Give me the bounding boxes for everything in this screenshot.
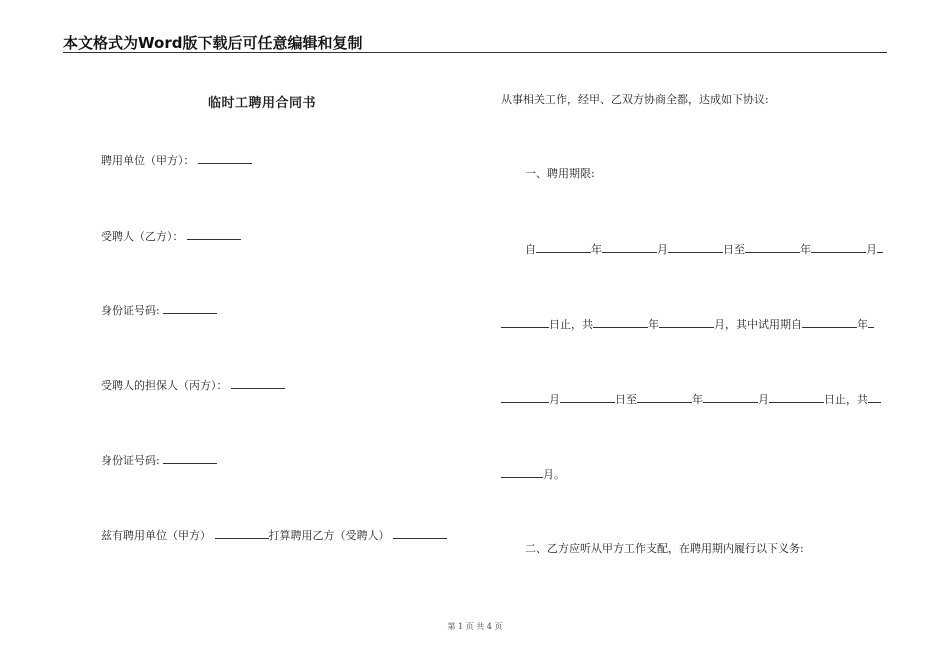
blank [703, 391, 758, 403]
blank [668, 241, 723, 253]
blank [593, 316, 648, 328]
term-month: 月 [549, 393, 560, 406]
blank [745, 241, 800, 253]
guarantor-label: 受聘人的担保人（丙方）： [101, 379, 228, 392]
blank [802, 316, 857, 328]
blank [637, 391, 692, 403]
employer-blank [198, 152, 252, 164]
blank [501, 391, 549, 403]
term-day-end: 日止，共 [824, 393, 868, 406]
guarantor-blank [231, 377, 285, 389]
term-line-4 [501, 466, 565, 483]
term-day-end: 日止，共 [549, 318, 593, 331]
blank [868, 391, 881, 403]
section-2-heading: 二、乙方应听从甲方工作支配，在聘用期内履行以下义务: [525, 542, 804, 555]
id-number-line-1 [101, 302, 217, 319]
term-month-end: 月。 [543, 468, 565, 481]
term-line-1 [525, 241, 883, 258]
term-month: 月 [657, 243, 668, 256]
guarantor-line [101, 377, 285, 394]
employee-blank [187, 228, 241, 240]
term-year: 年 [692, 393, 703, 406]
id-number-blank-2 [163, 452, 217, 464]
blank [536, 241, 591, 253]
intro-blank-b [393, 527, 447, 539]
term-year: 年 [857, 318, 868, 331]
term-year: 年 [648, 318, 659, 331]
blank [501, 466, 543, 478]
page-title: 临时工聘用合同书 [208, 96, 317, 111]
page-footer: 第 1 页 共 4 页 [447, 622, 503, 631]
id-number-label-2: 身份证号码: [101, 454, 160, 467]
blank [769, 391, 824, 403]
blank [868, 316, 874, 328]
intro-blank-a [215, 527, 269, 539]
section-1-heading: 一、聘用期限: [525, 167, 595, 180]
intro-text-b: 打算聘用乙方（受聘人） [268, 529, 390, 542]
id-number-line-2 [101, 452, 217, 469]
intro-line [101, 527, 447, 544]
term-day-to: 日至 [615, 393, 637, 406]
employer-label: 聘用单位（甲方）： [101, 154, 195, 167]
term-day-to: 日至 [723, 243, 745, 256]
id-number-label-1: 身份证号码: [101, 304, 160, 317]
employee-label: 受聘人（乙方）： [101, 230, 184, 243]
term-month: 月 [866, 243, 877, 256]
term-year: 年 [800, 243, 811, 256]
blank [659, 316, 714, 328]
term-line-3 [501, 391, 881, 408]
id-number-blank-1 [163, 302, 217, 314]
employee-line [101, 228, 241, 245]
blank [877, 241, 883, 253]
continuation-line: 从事相关工作，经甲、乙双方协商全都，达成如下协议: [501, 93, 769, 106]
document-header: 本文格式为Word版下载后可任意编辑和复制 [63, 34, 363, 52]
term-probation: 月，其中试用期自 [714, 318, 802, 331]
term-from: 自 [525, 243, 536, 256]
blank [560, 391, 615, 403]
header-divider [63, 52, 887, 53]
term-month: 月 [758, 393, 769, 406]
blank [501, 316, 549, 328]
blank [811, 241, 866, 253]
employer-line [101, 152, 252, 169]
term-year: 年 [591, 243, 602, 256]
blank [602, 241, 657, 253]
intro-text-a: 兹有聘用单位（甲方） [101, 529, 211, 542]
term-line-2 [501, 316, 874, 333]
